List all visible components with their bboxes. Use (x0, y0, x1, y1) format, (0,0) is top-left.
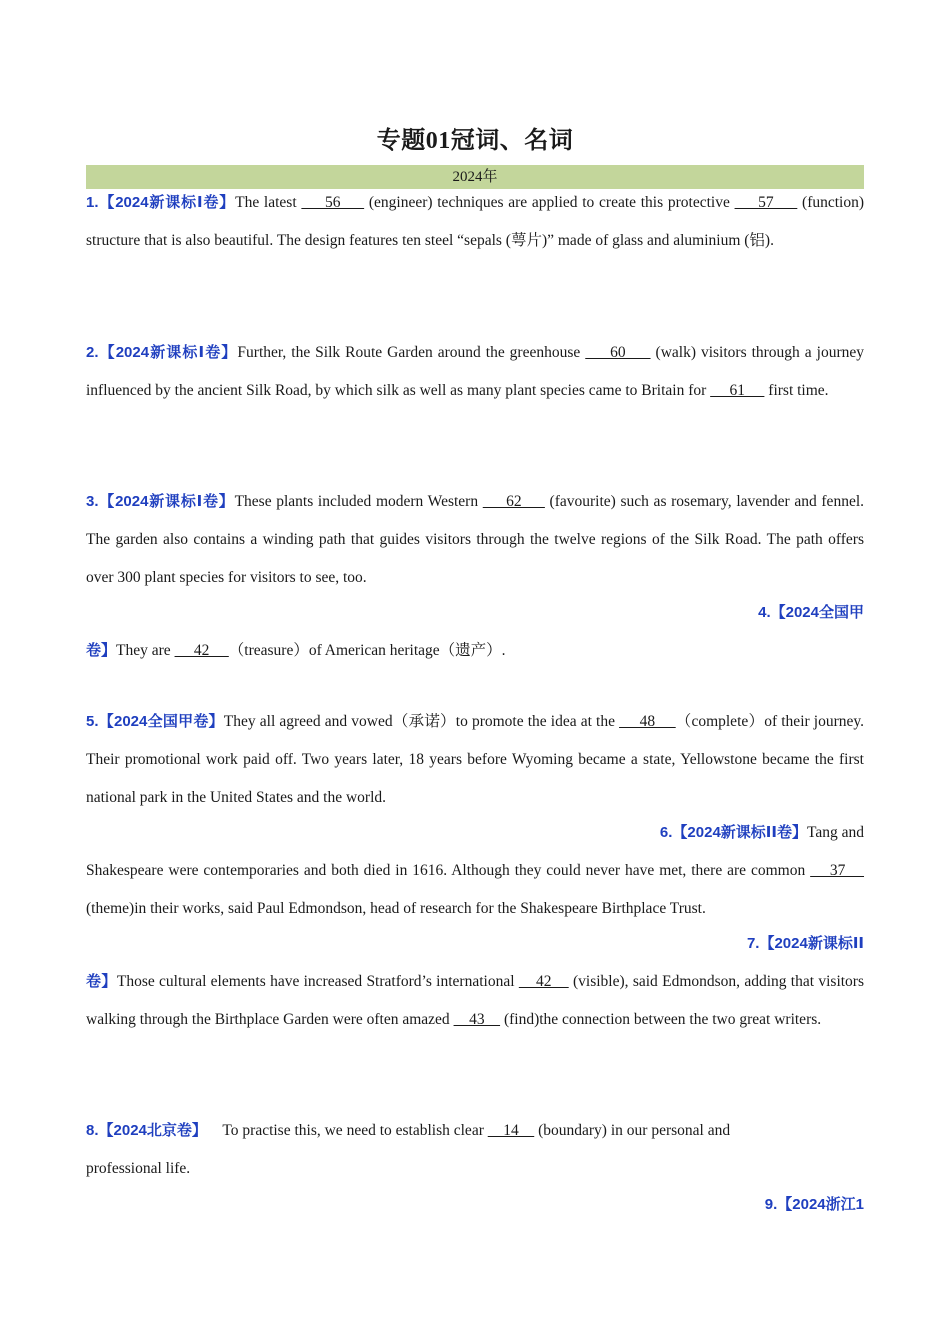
question-tag: 9.【2024浙江1 (764, 1196, 864, 1213)
question-2 (86, 334, 864, 410)
question-tag: 5.【2024全国甲卷】 (86, 713, 224, 730)
question-5 (86, 703, 864, 817)
question-text: （complete）of their journey. Their promotional work paid off. Two years later, 18 years before Wyoming became a state, Yellowstone became the first national park in the United States and the world. (86, 713, 864, 806)
question-tag: 1.【2024新课标Ⅰ卷】 (86, 194, 236, 211)
answer-blank: 14 (487, 1122, 535, 1139)
question-text: (favourite) such as rosemary, lavender and fennel. The garden also contains a winding path that guides visitors through the twelve regions of the Silk Road. The path offers over 300 plant species for visitors to see, too. (86, 493, 865, 586)
question-4-tag-line (86, 594, 864, 632)
question-text: (engineer) techniques are applied to create this protective (364, 194, 735, 211)
year-band: 2024年 (86, 165, 864, 189)
answer-blank: 60 (585, 344, 651, 361)
question-text: first time. (764, 382, 829, 399)
question-tag: 2.【2024新课标Ⅰ卷】 (86, 344, 238, 361)
question-6 (86, 852, 864, 928)
question-text: (walk) visitors through a journey influenced by the ancient Silk Road, by which silk as well as many plant species came to Britain for (86, 344, 864, 399)
question-8 (86, 1112, 802, 1188)
answer-blank: 61 (710, 382, 765, 399)
question-text: (theme)in their works, said Paul Edmondson, head of research for the Shakespeare Birthplace Trust. (86, 900, 706, 917)
question-text: Further, the Silk Route Garden around the greenhouse (237, 344, 586, 361)
question-text: Tang and (806, 824, 864, 841)
question-text: Shakespeare were contemporaries and both died in 1616. Although they could never have met, there are common (86, 862, 811, 879)
question-tag: 8.【2024北京卷】 (86, 1122, 207, 1139)
question-6-tag-line (86, 814, 864, 852)
question-7-tag-line (86, 925, 864, 963)
question-text: To practise this, we need to establish clear (222, 1122, 488, 1139)
question-text: They all agreed and vowed（承诺）to promote the idea at the (223, 713, 620, 730)
question-text: （treasure）of American heritage（遗产）. (228, 642, 506, 659)
question-4 (86, 632, 864, 670)
question-text: (find)the connection between the two great writers. (500, 1011, 822, 1028)
question-3 (86, 483, 864, 597)
question-text: The latest (235, 194, 302, 211)
question-1 (86, 184, 864, 260)
answer-blank: 48 (619, 713, 676, 730)
question-tag: 卷】 (86, 642, 117, 659)
question-9-tag-line (86, 1186, 864, 1224)
answer-blank: 42 (174, 642, 229, 659)
question-tag: 卷】 (86, 973, 117, 990)
question-text: They are (116, 642, 175, 659)
answer-blank: 42 (518, 973, 569, 990)
question-tag: 4.【2024全国甲 (758, 604, 864, 621)
question-text: (function) structure that is also beautiful. The design features ten steel “sepals (萼片)” made of glass and aluminium (铝). (86, 194, 865, 249)
question-7 (86, 963, 864, 1039)
question-tag: 3.【2024新课标Ⅰ卷】 (86, 493, 235, 510)
answer-blank: 57 (734, 194, 798, 211)
answer-blank: 43 (453, 1011, 501, 1028)
question-text: Those cultural elements have increased Stratford’s international (116, 973, 519, 990)
question-tag: 7.【2024新课标ⅠⅠ (746, 935, 864, 952)
question-text: These plants included modern Western (234, 493, 483, 510)
answer-blank: 56 (301, 194, 365, 211)
answer-blank: 37 (810, 862, 865, 879)
question-text: (boundary) in our personal and professional life. (86, 1122, 731, 1177)
answer-blank: 62 (482, 493, 545, 510)
page-title: 专题01冠词、名词 (376, 128, 574, 154)
question-tag: 6.【2024新课标ⅠⅠ卷】 (659, 824, 807, 841)
question-text: (visible), said Edmondson, adding that visitors walking through the Birthplace Garden were often amazed (86, 973, 864, 1028)
